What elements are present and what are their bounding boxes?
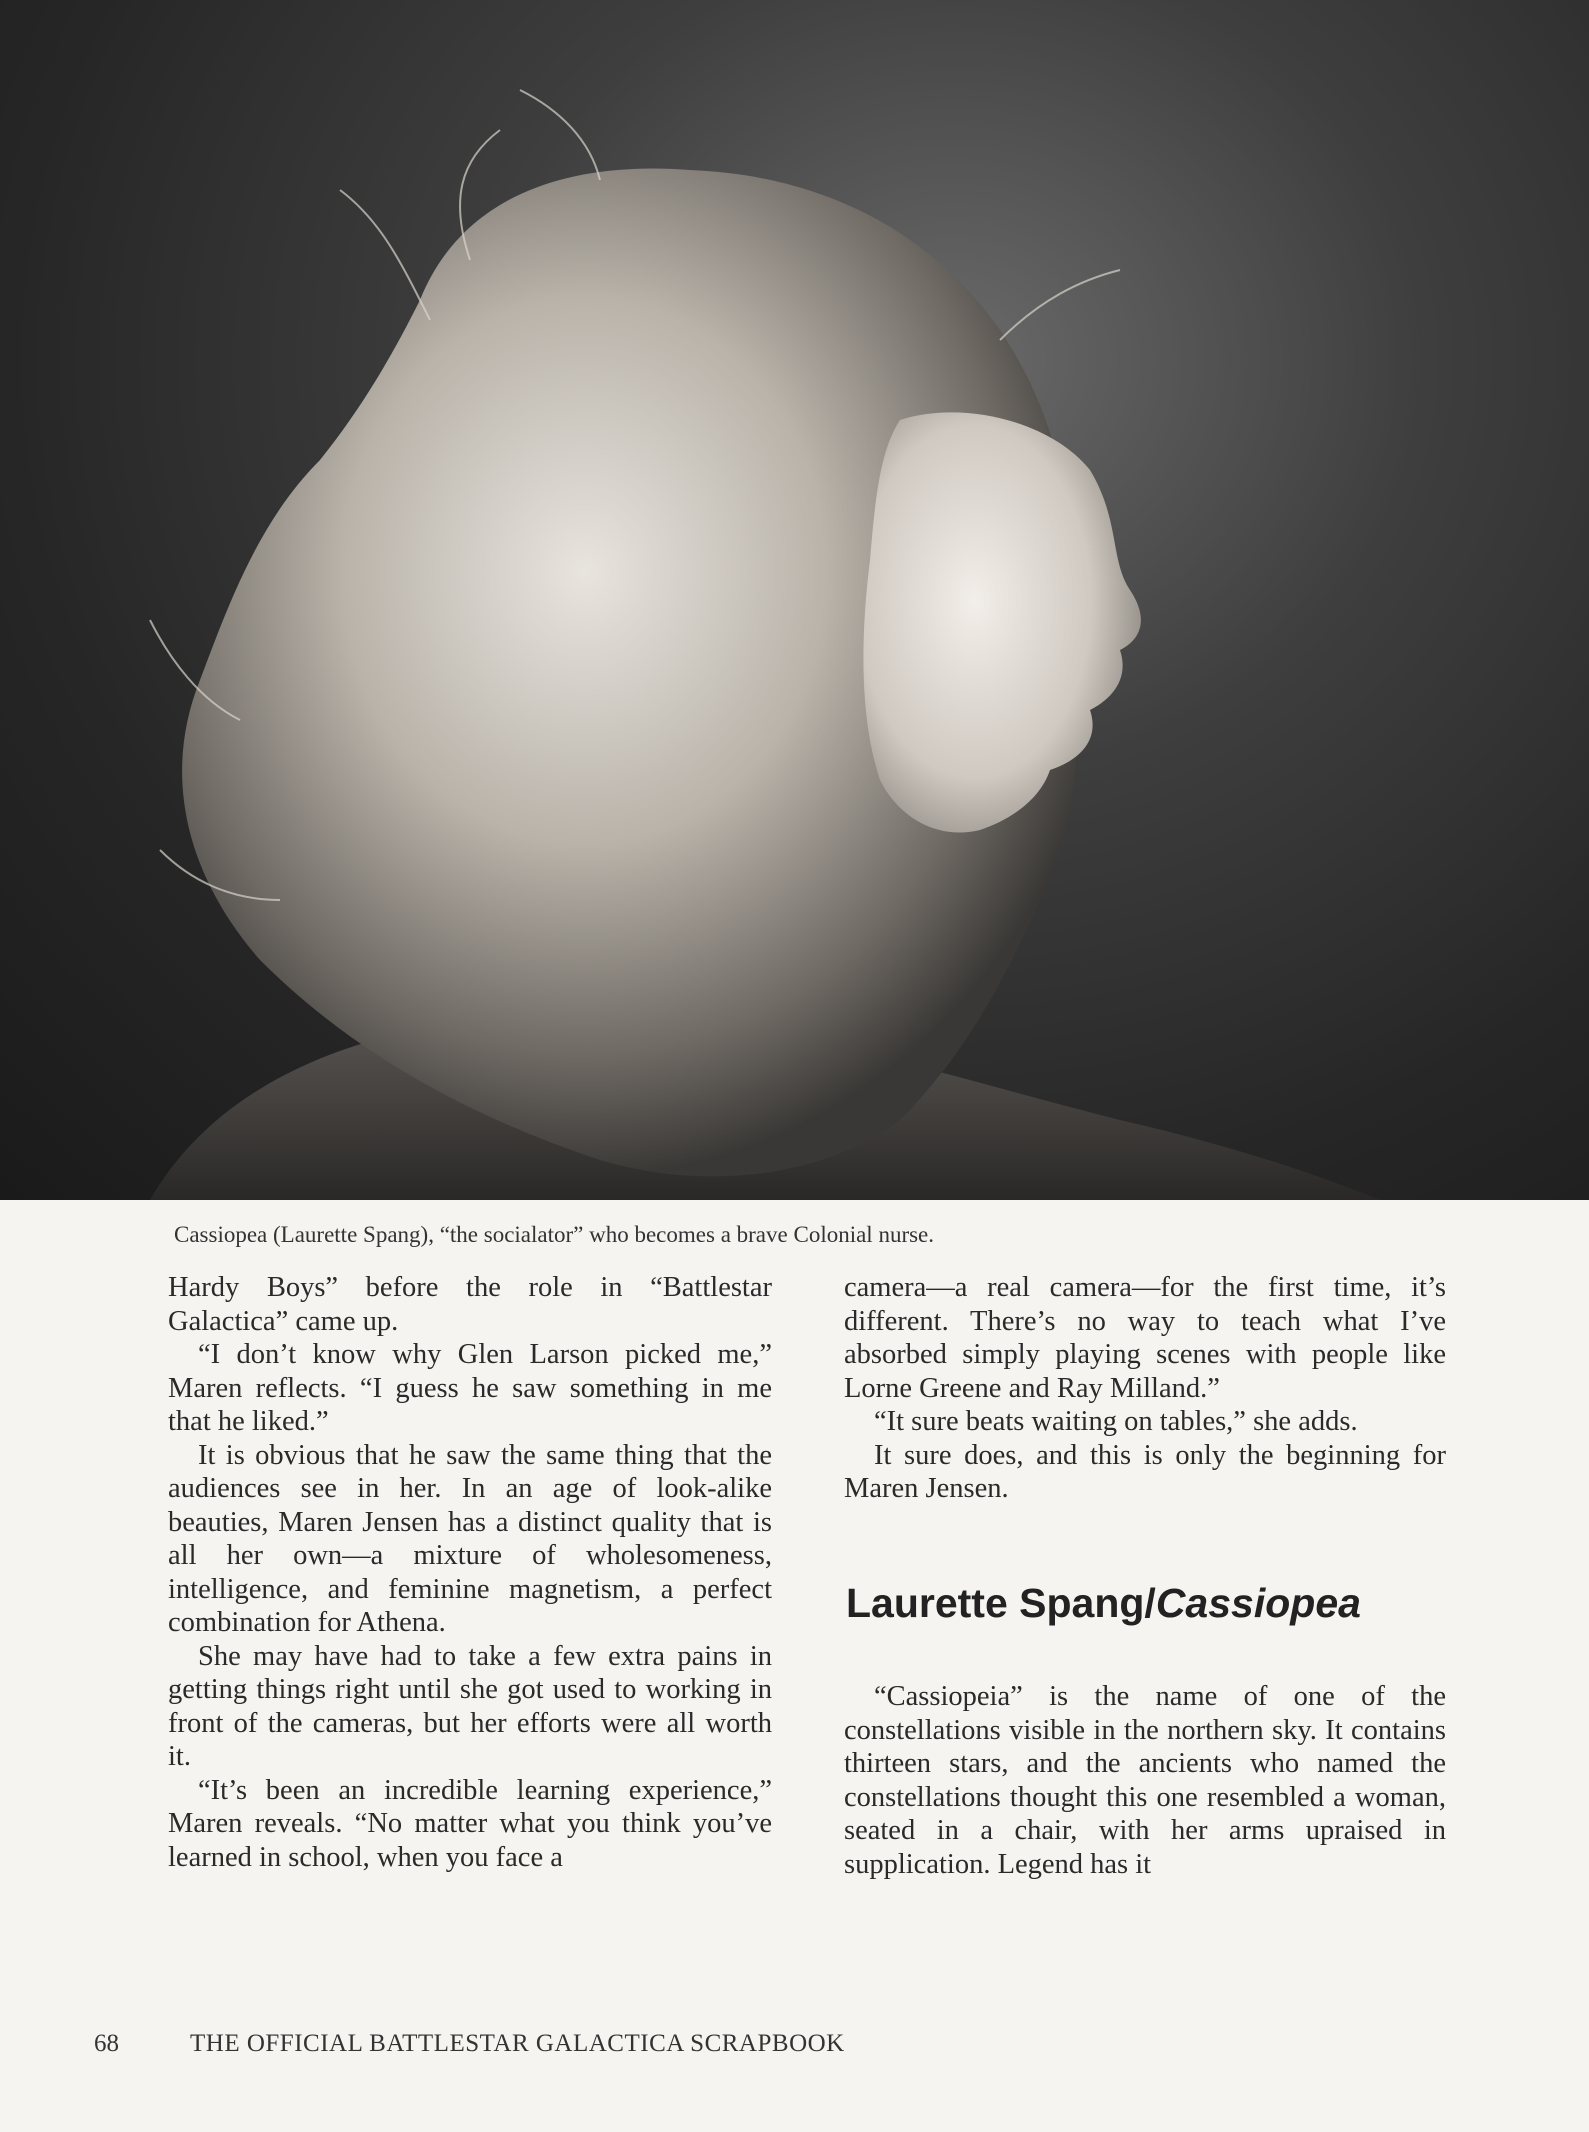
page-number: 68 xyxy=(94,2030,119,2057)
right-column xyxy=(844,1271,1446,1506)
heading-actor-name: Laurette Spang/ xyxy=(846,1580,1156,1626)
running-footer-title: THE OFFICIAL BATTLESTAR GALACTICA SCRAPBOOK xyxy=(190,2030,845,2057)
paragraph: “Cassiopeia” is the name of one of the constellations visible in the northern sky. It contains thirteen stars, and the ancients who named the constellations thought this one resembled a woman, seated in a chair, with her arms upraised in supplication. Legend has it xyxy=(844,1681,1446,1880)
paragraph: “It’s been an incredible learning experience,” Maren reveals. “No matter what you think you’ve learned in school, when you face a xyxy=(168,1774,772,1873)
paragraph: Hardy Boys” before the role in “Battlestar Galactica” came up. xyxy=(168,1272,772,1337)
paragraph: It is obvious that he saw the same thing that the audiences see in her. In an age of look-alike beauties, Maren Jensen has a distinct quality that is all her own—a mixture of wholesomeness, intelligence, and feminine magnetism, a perfect combination for Athena. xyxy=(168,1439,772,1638)
paragraph: “I don’t know why Glen Larson picked me,” Maren reflects. “I guess he saw something in me that he liked.” xyxy=(168,1339,772,1437)
section-heading xyxy=(846,1580,1361,1627)
photo-caption: Cassiopea (Laurette Spang), “the socialator” who becomes a brave Colonial nurse. xyxy=(174,1222,935,1247)
heading-role-name: Cassiopea xyxy=(1155,1580,1361,1626)
paragraph: She may have had to take a few extra pains in getting things right until she got used to working in front of the cameras, but her efforts were all worth it. xyxy=(168,1640,772,1772)
paragraph: “It sure beats waiting on tables,” she adds. xyxy=(874,1406,1358,1437)
paragraph: It sure does, and this is only the beginning for Maren Jensen. xyxy=(844,1439,1446,1504)
paragraph: camera—a real camera—for the first time, it’s different. There’s no way to teach what I’ve absorbed simply playing scenes with people like Lorne Greene and Ray Milland.” xyxy=(844,1272,1446,1404)
left-column xyxy=(168,1271,772,1874)
section-body xyxy=(844,1680,1446,1881)
